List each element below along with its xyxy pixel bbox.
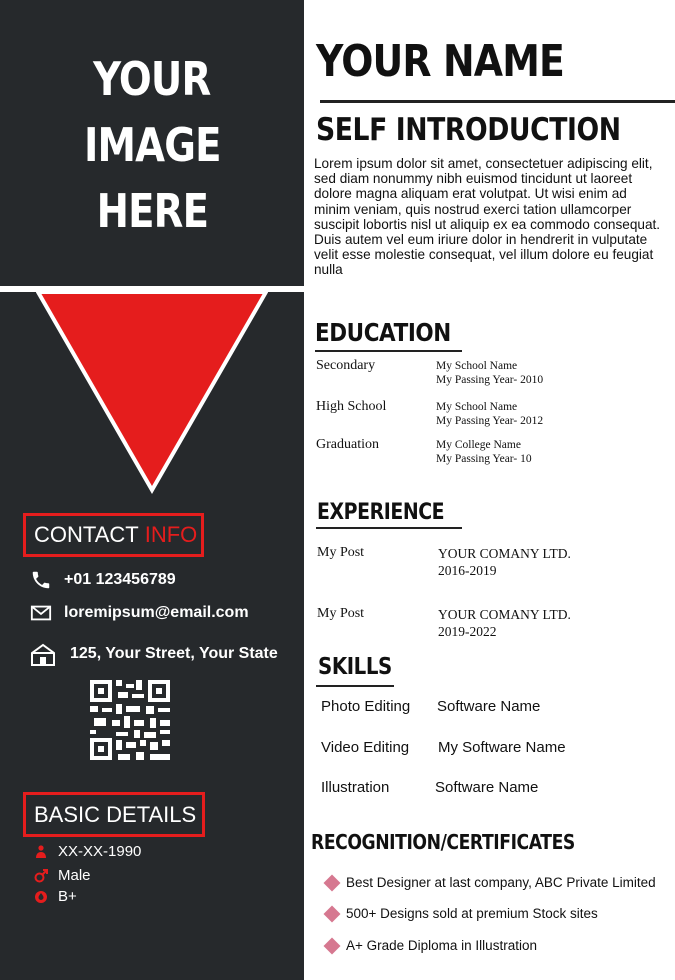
mail-icon (30, 602, 54, 624)
skill-software: My Software Name (438, 739, 566, 756)
skills-heading: SKILLS (318, 654, 392, 680)
recognition-heading: RECOGNITION/CERTIFICATES (311, 830, 575, 854)
qr-code-icon (90, 680, 170, 760)
education-level: Secondary (316, 358, 376, 373)
job-details (438, 606, 571, 640)
recognition-text: A+ Grade Diploma in Illustration (346, 938, 537, 953)
education-level: Graduation (316, 437, 379, 452)
job-details (438, 545, 571, 579)
education-heading: EDUCATION (315, 318, 451, 347)
skill-name: Illustration (321, 779, 390, 796)
passing-year: My Passing Year- 2012 (436, 415, 544, 427)
recognition-item (326, 875, 656, 890)
recognition-text: Best Designer at last company, ABC Private Limited (346, 875, 656, 890)
recognition-text: 500+ Designs sold at premium Stock sites (346, 906, 598, 921)
photo-placeholder (0, 0, 304, 286)
skill-software: Software Name (435, 779, 539, 796)
job-post: My Post (317, 545, 365, 560)
job-years: 2016-2019 (438, 563, 497, 578)
person-name: YOUR NAME (316, 36, 564, 87)
school-name: My School Name (436, 401, 518, 413)
basic-gender (34, 867, 91, 884)
skill-name: Video Editing (321, 739, 410, 756)
diamond-bullet-icon (324, 874, 341, 891)
skills-underline (316, 685, 394, 687)
basic-blood-group (34, 888, 77, 905)
company-name: YOUR COMANY LTD. (438, 607, 571, 622)
education-details (436, 400, 543, 428)
gender: Male (58, 867, 91, 884)
phone-icon (30, 569, 54, 591)
photo-text-line: YOUR (93, 52, 211, 106)
diamond-bullet-icon (324, 937, 341, 954)
contact-phone (30, 569, 176, 591)
contact-heading-accent: INFO (144, 522, 198, 547)
contact-email (30, 602, 249, 624)
contact-info-heading (23, 513, 204, 557)
photo-text-line: HERE (96, 184, 208, 238)
contact-address (30, 643, 278, 665)
skill-software: Software Name (437, 698, 541, 715)
education-level: High School (316, 399, 387, 414)
skill-name: Photo Editing (321, 698, 411, 715)
phone-number: +01 123456789 (64, 571, 176, 588)
job-years: 2019-2022 (438, 624, 497, 639)
photo-text-line: IMAGE (83, 118, 221, 172)
recognition-item (326, 938, 537, 953)
company-name: YOUR COMANY LTD. (438, 546, 571, 561)
baby-icon (34, 845, 48, 859)
experience-underline (316, 527, 462, 529)
diamond-bullet-icon (324, 905, 341, 922)
job-post: My Post (317, 606, 365, 621)
contact-heading-main: CONTACT (34, 522, 139, 547)
passing-year: My Passing Year- 2010 (436, 374, 544, 386)
blood-drop-icon (34, 890, 48, 904)
blood-group: B+ (58, 888, 77, 905)
name-underline (320, 100, 675, 103)
date-of-birth: XX-XX-1990 (58, 843, 142, 860)
school-name: My College Name (436, 439, 521, 451)
education-details (436, 359, 543, 387)
passing-year: My Passing Year- 10 (436, 453, 532, 465)
basic-dob (34, 843, 141, 860)
self-introduction-text: Lorem ipsum dolor sit amet, consectetuer adipiscing elit, sed diam nonummy nibh euismod tincidunt ut laoreet dolore magna aliquam erat volutpat. Ut wisi enim ad minim veniam, quis nostrud exerci tation ullamcorper suscipit lobortis nisl ut aliquip ex ea commodo consequat. Duis autem vel eum iriure dolor in hendrerit in vulputate velit esse molestie consequat, vel illum dolore eu feugiat nulla (314, 156, 661, 278)
school-name: My School Name (436, 360, 518, 372)
home-icon (30, 643, 56, 665)
experience-heading: EXPERIENCE (317, 500, 445, 525)
self-introduction-heading: SELF INTRODUCTION (316, 112, 621, 148)
recognition-item (326, 906, 598, 921)
street-address: 125, Your Street, Your State (70, 645, 278, 662)
basic-details-heading (23, 792, 205, 837)
education-details (436, 438, 532, 466)
red-triangle-decoration (36, 290, 268, 494)
male-symbol-icon (34, 869, 48, 883)
left-panel (0, 0, 304, 980)
email-address: loremipsum@email.com (64, 604, 249, 621)
education-underline (315, 350, 462, 352)
basic-heading-text: BASIC DETAILS (34, 801, 197, 827)
